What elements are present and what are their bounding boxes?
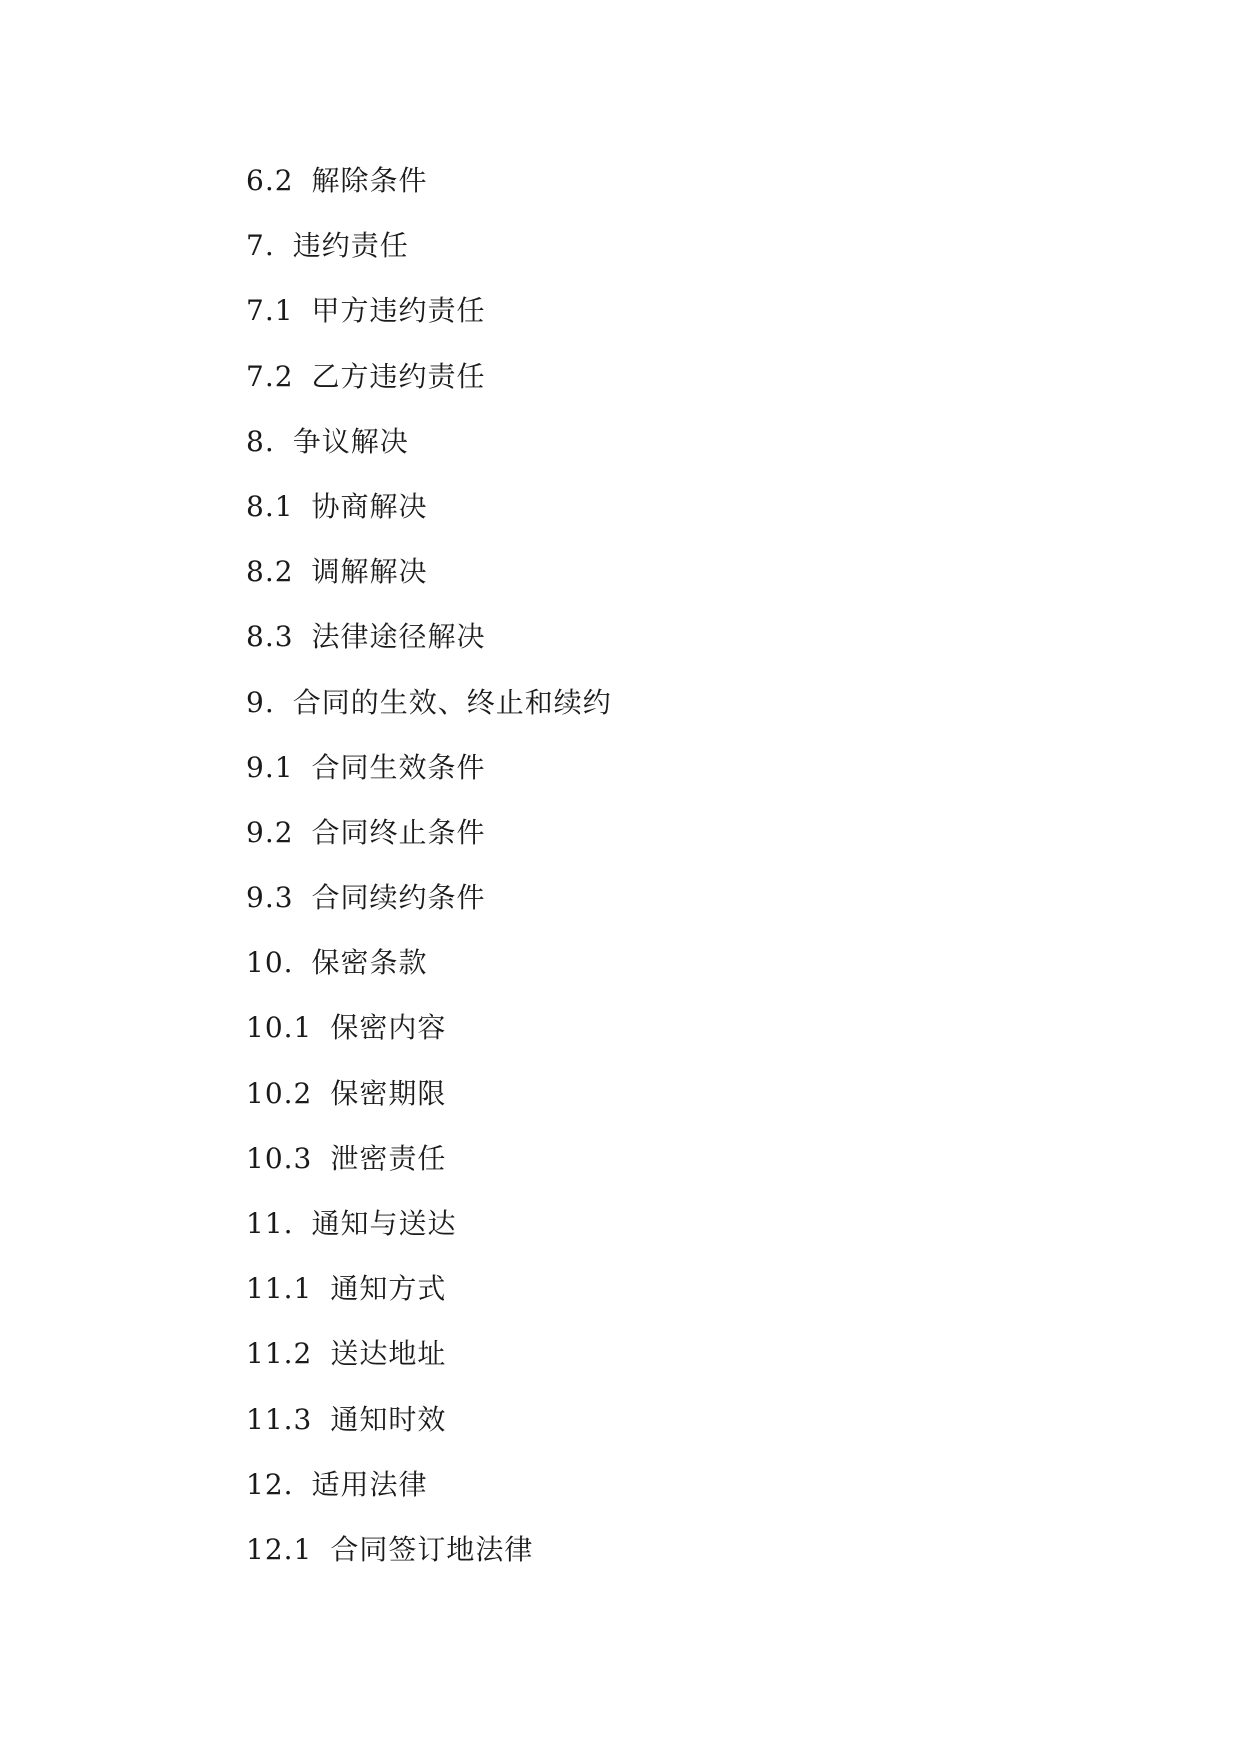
section-title: 合同生效条件	[311, 750, 486, 784]
section-title: 保密期限	[330, 1076, 447, 1110]
section-title: 通知方式	[330, 1272, 447, 1306]
section-number: 11.	[246, 1207, 294, 1240]
section-number: 12.	[246, 1467, 294, 1501]
section-number: 8.3	[246, 620, 294, 654]
section-title: 适用法律	[311, 1467, 428, 1501]
section-title: 合同续约条件	[311, 881, 486, 915]
outline-item	[246, 1529, 612, 1594]
section-title: 合同签订地法律	[330, 1532, 534, 1566]
section-number: 7.1	[246, 294, 294, 328]
section-number: 8.	[246, 424, 275, 458]
outline-item	[246, 1333, 612, 1398]
section-number: 12.1	[246, 1532, 313, 1566]
section-number: 6.2	[246, 164, 294, 197]
section-number: 7.	[246, 229, 275, 263]
section-title: 通知与送达	[311, 1207, 457, 1240]
outline-item	[246, 225, 612, 290]
outline-item	[246, 942, 612, 1007]
section-title: 合同终止条件	[311, 815, 486, 849]
section-title: 通知时效	[330, 1402, 447, 1436]
section-number: 7.2	[246, 359, 294, 393]
outline-item	[246, 1073, 612, 1138]
outline-item	[246, 160, 612, 225]
outline-item	[246, 1007, 612, 1072]
section-title: 送达地址	[330, 1337, 447, 1371]
section-number: 9.2	[246, 815, 294, 849]
section-number: 8.2	[246, 555, 294, 589]
outline-item	[246, 356, 612, 421]
section-number: 9.3	[246, 881, 294, 915]
outline-item	[246, 747, 612, 812]
section-number: 10.1	[246, 1011, 313, 1045]
outline-item	[246, 1399, 612, 1464]
section-title: 协商解决	[311, 489, 428, 523]
outline-item	[246, 486, 612, 551]
section-title: 甲方违约责任	[311, 294, 486, 328]
section-title: 合同的生效、终止和续约	[292, 685, 612, 719]
section-number: 11.2	[246, 1337, 313, 1371]
outline-item	[246, 682, 612, 747]
section-number: 10.	[246, 946, 294, 980]
section-number: 8.1	[246, 489, 294, 523]
section-title: 调解解决	[311, 555, 428, 589]
outline-item	[246, 421, 612, 486]
section-number: 9.1	[246, 750, 294, 784]
section-title: 泄密责任	[330, 1141, 447, 1175]
section-number: 10.2	[246, 1076, 313, 1110]
section-title: 乙方违约责任	[311, 359, 486, 393]
section-number: 11.3	[246, 1402, 313, 1436]
outline-item	[246, 551, 612, 616]
outline-item	[246, 877, 612, 942]
outline-item	[246, 616, 612, 681]
section-title: 违约责任	[292, 229, 409, 263]
outline-item	[246, 1268, 612, 1333]
section-title: 解除条件	[311, 164, 428, 197]
contract-outline	[246, 160, 612, 1594]
section-title: 保密内容	[330, 1011, 447, 1045]
section-title: 保密条款	[311, 946, 428, 980]
section-number: 9.	[246, 685, 275, 719]
section-title: 法律途径解决	[311, 620, 486, 654]
section-number: 11.1	[246, 1272, 313, 1306]
outline-item	[246, 812, 612, 877]
section-number: 10.3	[246, 1141, 313, 1175]
section-title: 争议解决	[292, 424, 409, 458]
outline-item	[246, 1203, 612, 1268]
outline-item	[246, 290, 612, 355]
outline-item	[246, 1464, 612, 1529]
outline-item	[246, 1138, 612, 1203]
